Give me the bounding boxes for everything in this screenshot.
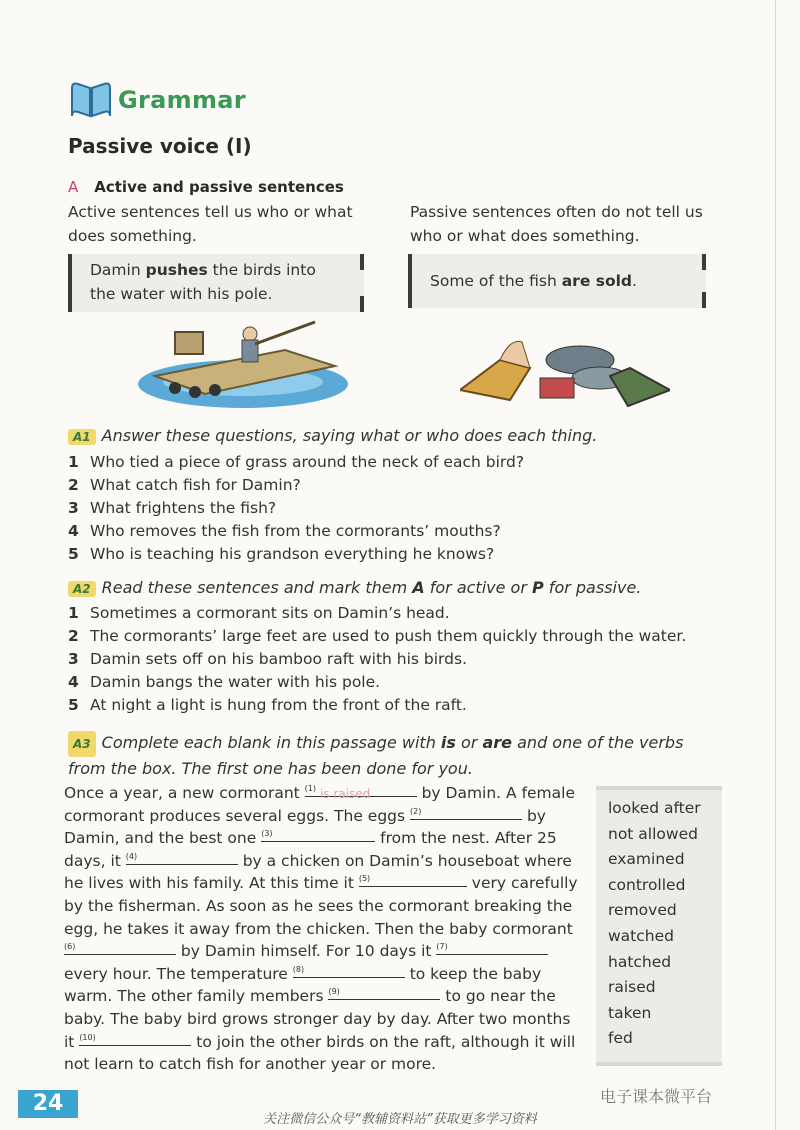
list-item: 5 At night a light is hung from the front of the raft.	[68, 696, 467, 714]
watermark: 电子课本微平台	[600, 1087, 713, 1106]
verb-box	[596, 786, 722, 1066]
blank-8[interactable]: (8)	[293, 963, 405, 978]
active-example-box	[68, 254, 364, 312]
blank-2[interactable]: (2)	[410, 805, 522, 820]
verb-item: controlled	[608, 875, 686, 894]
grammar-label: Grammar	[118, 86, 246, 114]
a2-sentence-list	[68, 602, 708, 717]
blank-1[interactable]: $^{(1)}$ is raised	[305, 782, 417, 797]
page-number: 24	[32, 1091, 64, 1116]
a1-question-list	[68, 451, 708, 566]
active-example: Damin pushes the birds into the water with his pole.	[90, 261, 316, 303]
passive-description: Passive sentences often do not tell us who or what does something.	[410, 203, 703, 245]
blank-6[interactable]: (6)	[64, 940, 176, 955]
blank-10[interactable]: (10)	[79, 1031, 191, 1046]
raft-illustration	[135, 318, 350, 414]
list-item: 5 Who is teaching his grandson everything he knows?	[68, 545, 495, 563]
list-item: 2 The cormorants’ large feet are used to push them quickly through the water.	[68, 627, 687, 645]
verb-item: examined	[608, 850, 685, 869]
a1-instruction-line	[68, 426, 597, 445]
fish-selling-illustration	[460, 320, 670, 414]
footer-text: 关注微信公众号“教辅资料站”获取更多学习资料	[263, 1112, 537, 1127]
list-item: 3 What frightens the fish?	[68, 499, 277, 517]
blank-7[interactable]: (7)	[436, 940, 548, 955]
section-letter: A	[68, 178, 79, 196]
passive-example: Some of the fish are sold.	[430, 272, 637, 290]
book-icon	[68, 80, 114, 124]
list-item: 1 Who tied a piece of grass around the neck of each bird?	[68, 453, 525, 471]
verb-item: fed	[608, 1029, 633, 1048]
page-edge-line	[775, 0, 776, 1130]
list-item: 4 Damin bangs the water with his pole.	[68, 673, 381, 691]
verb-item: watched	[608, 926, 674, 945]
verb-item: raised	[608, 978, 656, 997]
list-item: 3 Damin sets off on his bamboo raft with his birds.	[68, 650, 467, 668]
blank-4[interactable]: (4)	[126, 850, 238, 865]
active-description: Active sentences tell us who or what does something.	[68, 203, 353, 245]
a3-tag: A3	[68, 731, 96, 757]
blank-3[interactable]: (3)	[261, 827, 375, 842]
section-a-heading	[68, 178, 344, 196]
blank-5[interactable]: (5)	[359, 872, 467, 887]
blank-9[interactable]: (9)	[328, 985, 440, 1000]
verb-item: hatched	[608, 952, 672, 971]
a2-tag: A2	[68, 581, 96, 597]
list-item: 4 Who removes the fish from the cormorants’ mouths?	[68, 522, 501, 540]
section-a-title: Active and passive sentences	[94, 178, 344, 196]
a3-instruction: A3 Complete each blank in this passage with is or are and one of the verbs from the box. The first one has been done for you.	[68, 733, 684, 778]
a2-instruction-line: A2 Read these sentences and mark them A for active or P for passive.	[68, 578, 641, 597]
list-item: 1 Sometimes a cormorant sits on Damin’s head.	[68, 604, 450, 622]
passive-example-box	[408, 254, 706, 308]
verb-item: removed	[608, 901, 677, 920]
verb-item: taken	[608, 1003, 652, 1022]
sample-answer: is raised	[320, 787, 371, 801]
a1-instruction: Answer these questions, saying what or who does each thing.	[101, 426, 598, 445]
a3-passage: Once a year, a new cormorant $^{(1)}$ is raised by Damin. A female cormorant produces several eggs. The eggs $^{(2)}$ by Damin, and the best one $^{(3)}$ from the nest. After 25 days, it $^{(4)}$ by a chicken on Damin’s houseboat where he lives with his family. At this time it $^{(5)}$ very carefully by the fisherman. As soon as he sees the cormorant breaking the egg, he takes it away from the chicken. Then the baby cormorant $^{(6)}$ by Damin himself. For 10 days it $^{(7)}$ every hour. The temperature $^{(8)}$ to keep the baby warm. The other family members $^{(9)}$ to go near the baby. The baby bird grows stronger day by day. After two months it $^{(10)}$ to join the other birds on the raft, although it will not learn to catch fish for another year or more.	[64, 784, 578, 1074]
section-title: Passive voice (I)	[68, 134, 252, 158]
list-item: 2 What catch fish for Damin?	[68, 476, 301, 494]
verb-item: looked after	[608, 799, 701, 817]
verb-item: not allowed	[608, 824, 698, 843]
a1-tag: A1	[68, 429, 96, 445]
